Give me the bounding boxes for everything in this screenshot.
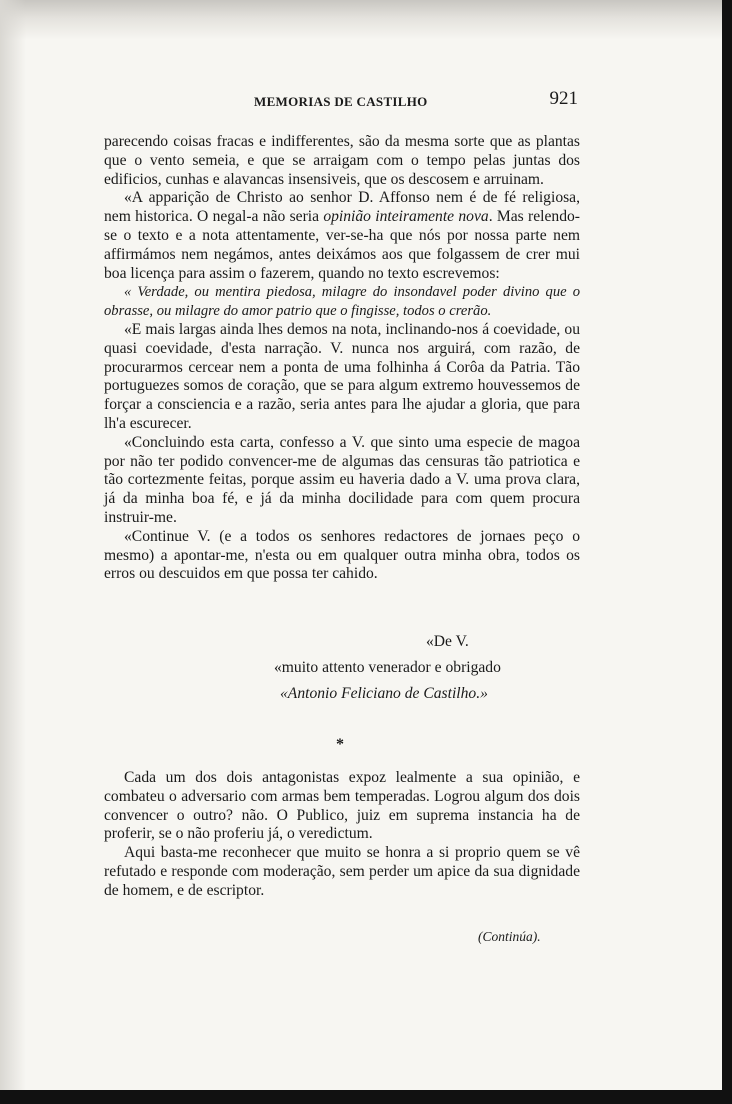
paragraph-5: «Continue V. (e a todos os senhores redactores de jornaes peço o mesmo) a apontar-me, n'esta ou em qualquer outra minha obra, todos os erros ou descuidos em que possa ter cahido. bbox=[104, 527, 580, 583]
continued-note: (Continúa). bbox=[478, 929, 541, 944]
page-header bbox=[104, 88, 580, 114]
signature-closing: «muito attento venerador e obrigado bbox=[274, 659, 501, 676]
scan-edge-right bbox=[722, 0, 732, 1104]
body-text-2 bbox=[104, 769, 580, 901]
paragraph-4: «Concluindo esta carta, confesso a V. que sinto uma especie de magoa por não ter podido convencer-me de algumas das censuras tão patriotica e tão cortezmente feitas, porque assim eu haveria dado a V. uma prova clara, já da minha boa fé, e já da minha docilidade para com quem procura instruir-me. bbox=[104, 433, 580, 526]
paragraph-1: parecendo coisas fracas e indifferentes, são da mesma sorte que as plantas que o vento semeia, e que se arraigam com o tempo pelas juntas dos edificios, cunhas e alavancas insensiveis, que os descosem e arruinam. bbox=[104, 133, 580, 188]
signature-salutation: «De V. bbox=[426, 633, 469, 650]
signature-name: «Antonio Feliciano de Castilho.» bbox=[280, 685, 488, 702]
scan-edge-top bbox=[0, 0, 732, 40]
quoted-verse: « Verdade, ou mentira piedosa, milagre do insondavel poder divino que o obrasse, ou milagre do amor patrio que o fingisse, todos o crerão. bbox=[104, 284, 580, 320]
section-separator: * bbox=[336, 736, 344, 753]
scan-edge-left bbox=[0, 0, 26, 1104]
paragraph-7: Aqui basta-me reconhecer que muito se honra a si proprio quem se vê refutado e responde com moderação, sem perder um apice da sua dignidade de homem, e de escriptor. bbox=[104, 844, 580, 899]
page-number: 921 bbox=[549, 88, 578, 109]
running-head: MEMORIAS DE CASTILHO bbox=[254, 94, 428, 109]
scan-edge-bottom bbox=[0, 1090, 732, 1104]
italic-phrase: opinião inteiramente nova bbox=[323, 208, 489, 226]
paragraph-2: «A apparição de Christo ao senhor D. Affonso nem é de fé religiosa, nem historica. O negal-a não seria opinião inteiramente nova. Mas relendo-se o texto e a nota attentamente, ver-se-ha que nós por nossa parte nem affirmámos nem negámos, antes deixámos aos que folgassem de crer mui boa licença para assim o fazerem, quando no texto escrevemos: bbox=[104, 189, 580, 282]
body-text bbox=[104, 133, 580, 584]
paragraph-3: «E mais largas ainda lhes demos na nota, inclinando-nos á coevidade, ou quasi coevidade, d'esta narração. V. nunca nos arguirá, com razão, de procurarmos cercear nem a ponta de uma folhinha á Corôa da Patria. Tão portuguezes somos de coração, que se para algum extremo houvessemos de forçar a consciencia e a razão, seria antes para lhe ajudar a gloria, que para lh'a escurecer. bbox=[104, 320, 580, 432]
paragraph-6: Cada um dos dois antagonistas expoz lealmente a sua opinião, e combateu o adversario com armas bem temperadas. Logrou algum dos dois convencer o outro? não. O Publico, juiz em suprema instancia ha de proferir, se o não proferiu já, o veredictum. bbox=[104, 769, 580, 843]
